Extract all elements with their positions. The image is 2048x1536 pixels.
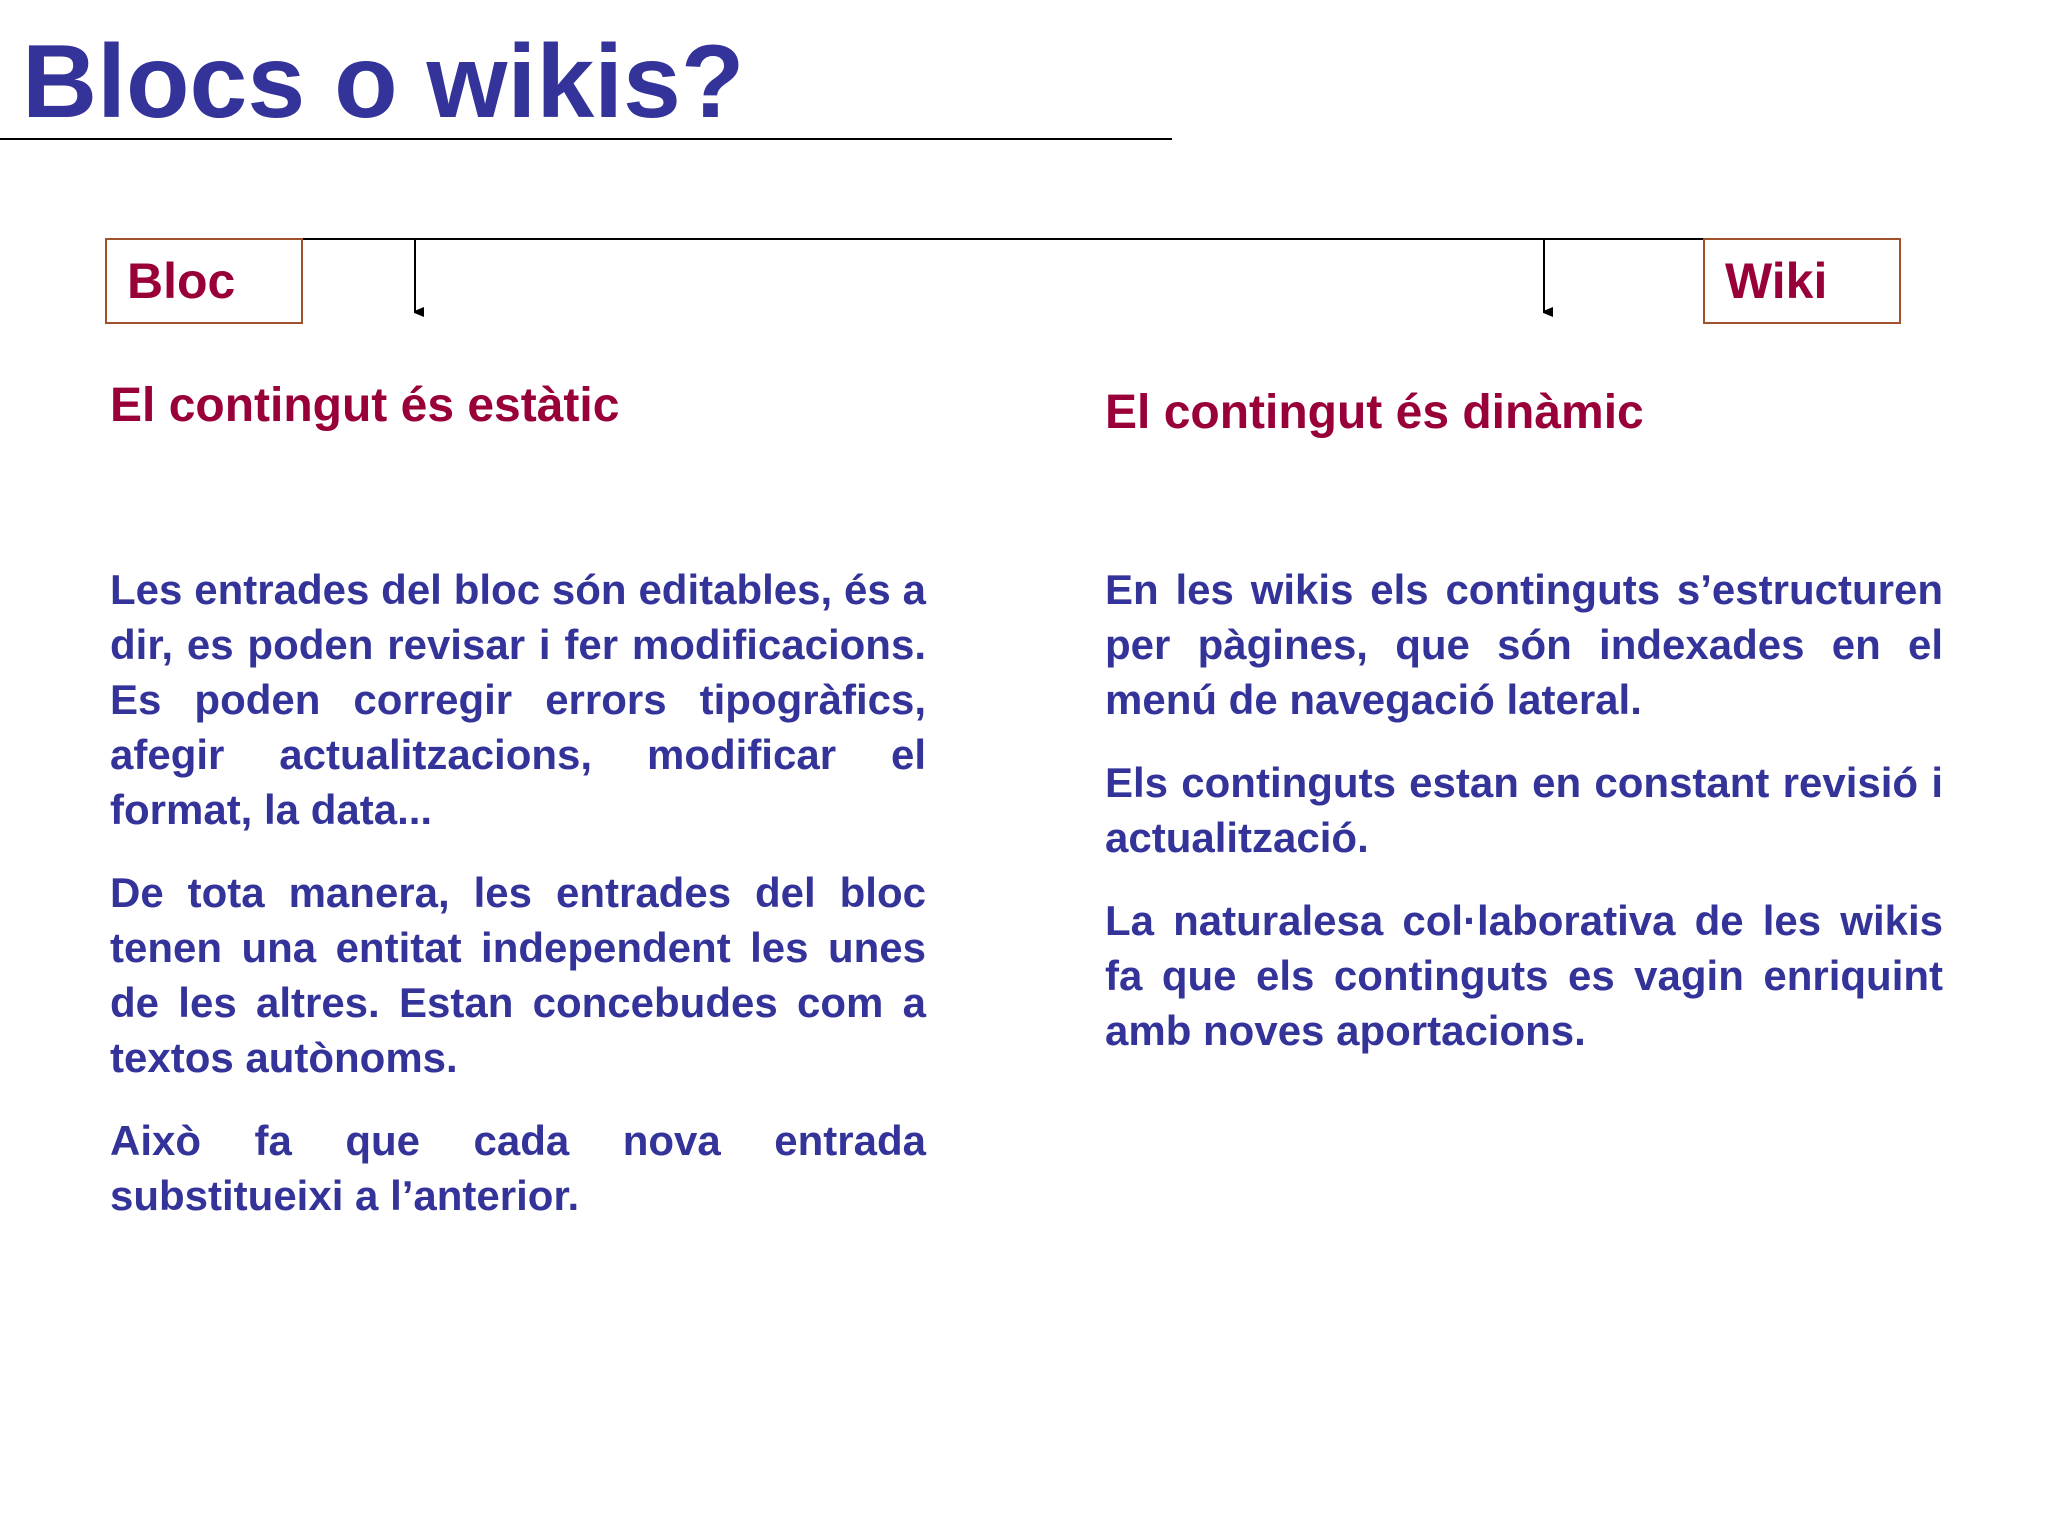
bloc-heading: El contingut és estàtic xyxy=(110,379,620,432)
bloc-description xyxy=(110,562,926,1251)
wiki-heading: El contingut és dinàmic xyxy=(1105,386,1644,439)
wiki-paragraph: Els continguts estan en constant revisió i actualització. xyxy=(1105,759,1943,861)
wiki-label: Wiki xyxy=(1725,253,1828,309)
wiki-paragraph: La naturalesa col·laborativa de les wikis fa que els continguts es vagin enriquint amb noves aportacions. xyxy=(1105,897,1943,1054)
wiki-description xyxy=(1105,562,1943,1086)
bloc-paragraph: Les entrades del bloc són editables, és a dir, es poden revisar i fer modificacions. Es poden corregir errors tipogràfics, afegir actualitzacions, modificar el format, la data... xyxy=(110,566,926,833)
bloc-paragraph: Això fa que cada nova entrada substitueixi a l’anterior. xyxy=(110,1117,926,1219)
bloc-label-box xyxy=(105,238,303,324)
bloc-label: Bloc xyxy=(127,253,236,309)
wiki-label-box xyxy=(1703,238,1901,324)
slide-title: Blocs o wikis? xyxy=(22,24,745,140)
wiki-paragraph: En les wikis els continguts s’estructuren per pàgines, que són indexades en el menú de navegació lateral. xyxy=(1105,566,1943,723)
bloc-paragraph: De tota manera, les entrades del bloc tenen una entitat independent les unes de les altres. Estan concebudes com a textos autònoms. xyxy=(110,869,926,1081)
